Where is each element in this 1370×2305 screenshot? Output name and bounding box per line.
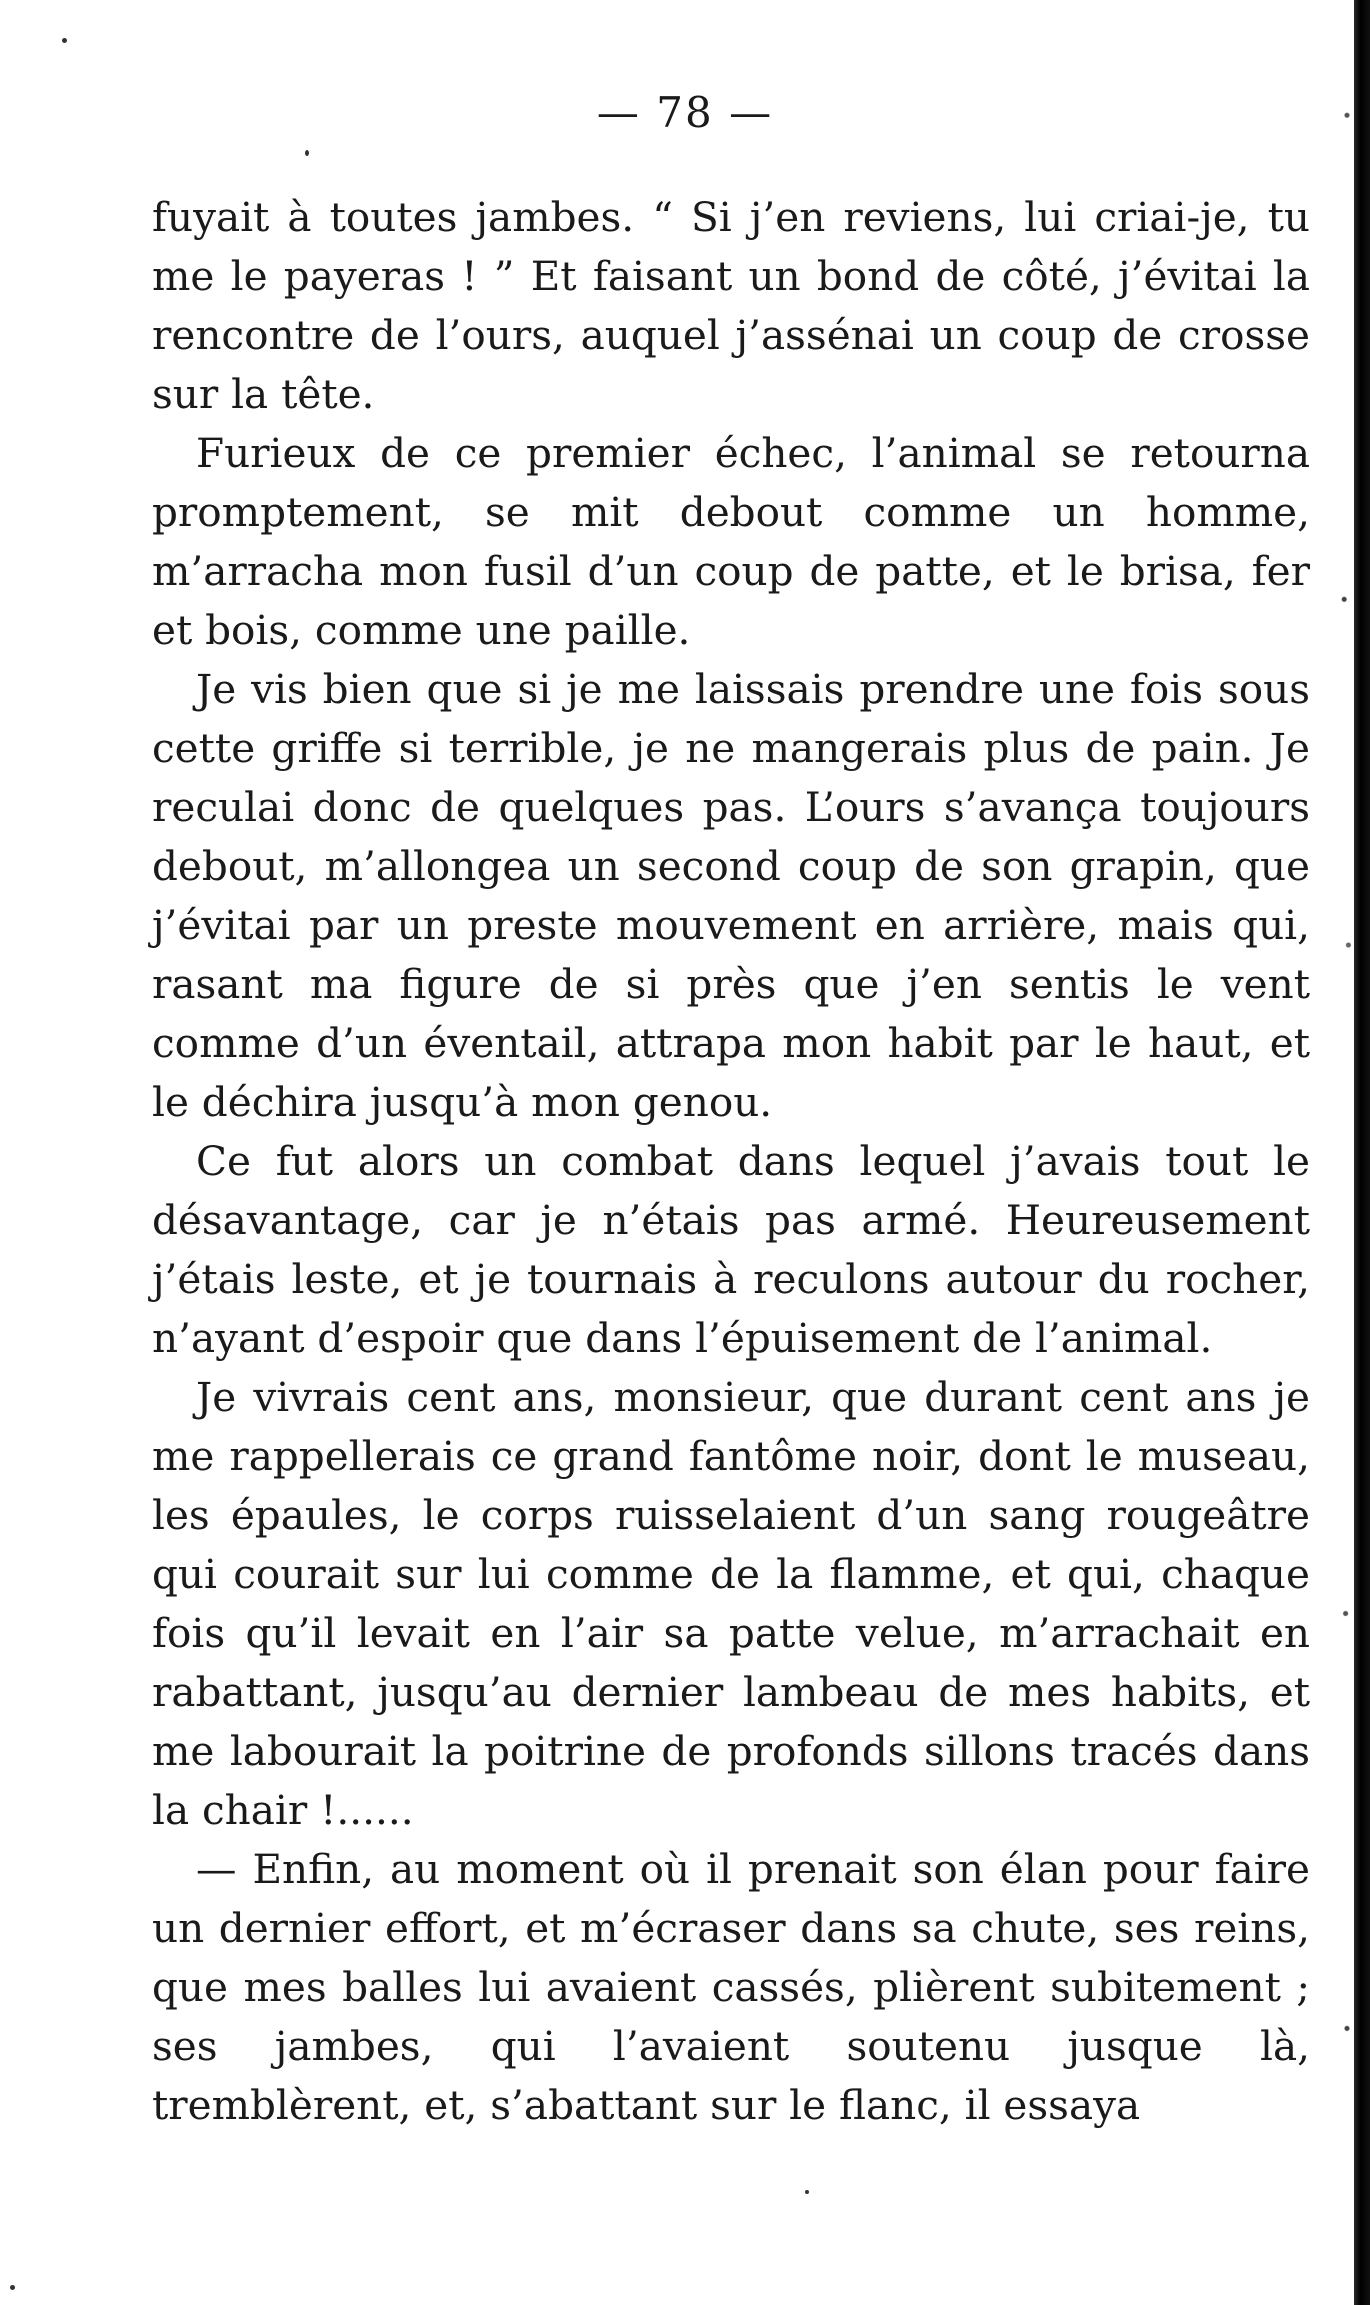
paragraph: Je vivrais cent ans, monsieur, que durant cent ans je me rappellerais ce grand fantôme noir, dont le museau, les épaules, le corps ruisselaient d’un sang rougeâtre qui courait sur lui comme de la flamme, et qui, chaque fois qu’il levait en l’air sa patte velue, m’arrachait en rabattant, jusqu’au dernier lambeau de mes habits, et me labourait la poitrine de profonds sillons tracés dans la chair !...... [152,1373,1310,1834]
body-text [152,188,1310,2135]
ink-speck [10,2285,15,2290]
ink-speck [62,38,67,43]
page-number: — 78 — [596,88,774,137]
paragraph: — Enfin, au moment où il prenait son élan pour faire un dernier effort, et m’écraser dans sa chute, ses reins, que mes balles lui avaient cassés, plièrent subitement ; ses jambes, qui l’avaient soutenu jusque là, tremblèrent, et, s’abattant sur le flanc, il essaya [152,1845,1310,2129]
ink-speck [805,2190,809,2194]
paragraph: fuyait à toutes jambes. “ Si j’en reviens, lui criai-je, tu me le payeras ! ” Et faisant un bond de côté, j’évitai la rencontre de l’ours, auquel j’assénai un coup de crosse sur la tête. [152,193,1310,418]
page-edge-specks [1340,0,1354,2305]
paragraph: Furieux de ce premier échec, l’animal se retourna promptement, se mit debout comme un homme, m’arracha mon fusil d’un coup de patte, et le brisa, fer et bois, comme une paille. [152,429,1310,654]
ink-speck [305,150,309,156]
paragraph: Ce fut alors un combat dans lequel j’avais tout le désavantage, car je n’étais pas armé. Heureusement j’étais leste, et je tournais à reculons autour du rocher, n’ayant d’espoir que dans l’épuisement de l’animal. [152,1137,1310,1362]
paragraph: Je vis bien que si je me laissais prendre une fois sous cette griffe si terrible, je ne mangerais plus de pain. Je reculai donc de quelques pas. L’ours s’avança toujours debout, m’allongea un second coup de son grapin, que j’évitai par un preste mouvement en arrière, mais qui, rasant ma figure de si près que j’en sentis le vent comme d’un éventail, attrapa mon habit par le haut, et le déchira jusqu’à mon genou. [152,665,1310,1126]
page-edge-shadow [1354,0,1370,2305]
